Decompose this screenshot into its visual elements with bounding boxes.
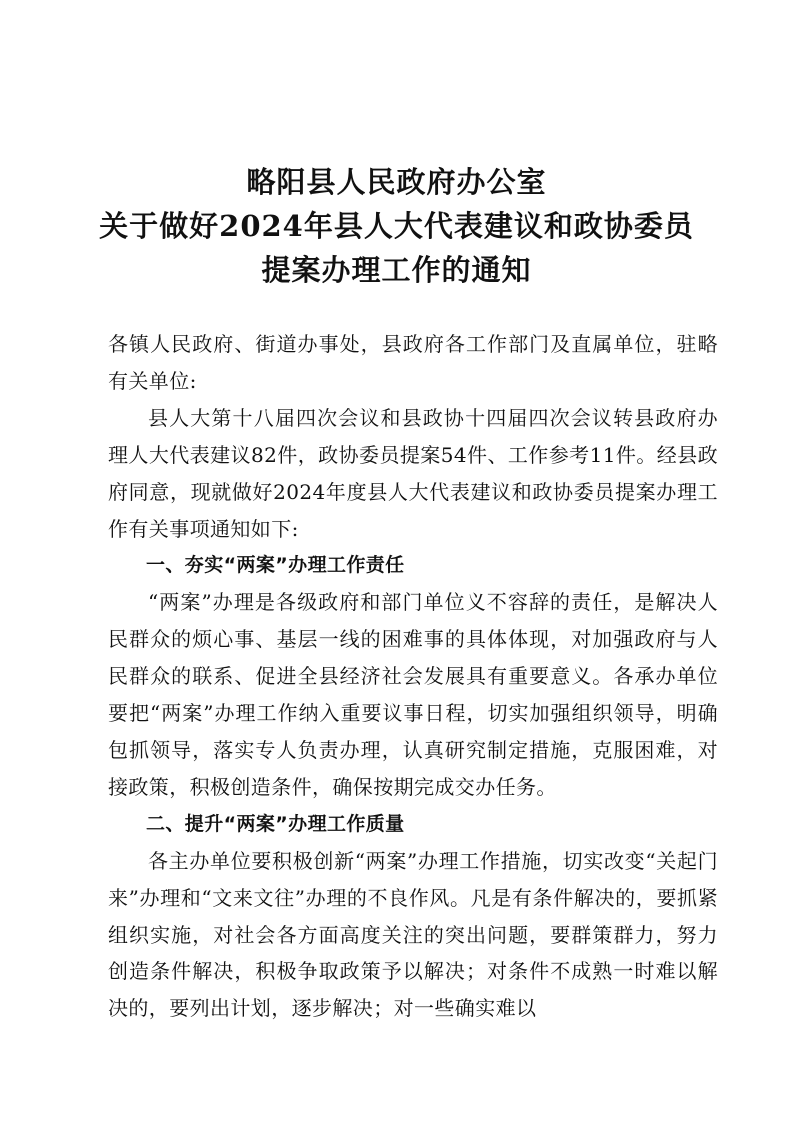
intro-paragraph: 县人大第十八届四次会议和县政协十四届四次会议转县政府办理人大代表建议82件，政协委员提案54件、工作参考11件。经县政府同意，现就做好2024年度县人大代表建议和政协委员提案办理工作有关事项通知如下: [108,405,718,541]
title-line-3: 提案办理工作的通知 [261,253,532,287]
section-2-heading: 二、提升“两案”办理工作质量 [146,812,405,835]
document-body [108,326,718,1027]
title-line-2: 关于做好2024年县人大代表建议和政协委员 [99,209,694,243]
document-title [0,160,793,292]
salutation: 各镇人民政府、街道办事处，县政府各工作部门及直属单位，驻略有关单位: [108,332,718,393]
title-line-1: 略阳县人民政府办公室 [246,165,547,199]
section-1-heading: 一、夯实“两案”办理工作责任 [146,554,405,577]
section-1-paragraph: “两案”办理是各级政府和部门单位义不容辞的责任，是解决人民群众的烦心事、基层一线的困难事的具体体现，对加强政府与人民群众的联系、促进全县经济社会发展具有重要意义。各承办单位要把“两案”办理工作纳入重要议事日程，切实加强组织领导，明确包抓领导，落实专人负责办理，认真研究制定措施，克服困难，对接政策，积极创造条件，确保按期完成交办任务。 [108,590,718,799]
section-2-paragraph: 各主办单位要积极创新“两案”办理工作措施，切实改变“关起门来”办理和“文来文往”办理的不良作风。凡是有条件解决的，要抓紧组织实施，对社会各方面高度关注的突出问题，要群策群力，努力创造条件解决，积极争取政策予以解决；对条件不成熟一时难以解决的，要列出计划，逐步解决；对一些确实难以 [108,848,718,1021]
